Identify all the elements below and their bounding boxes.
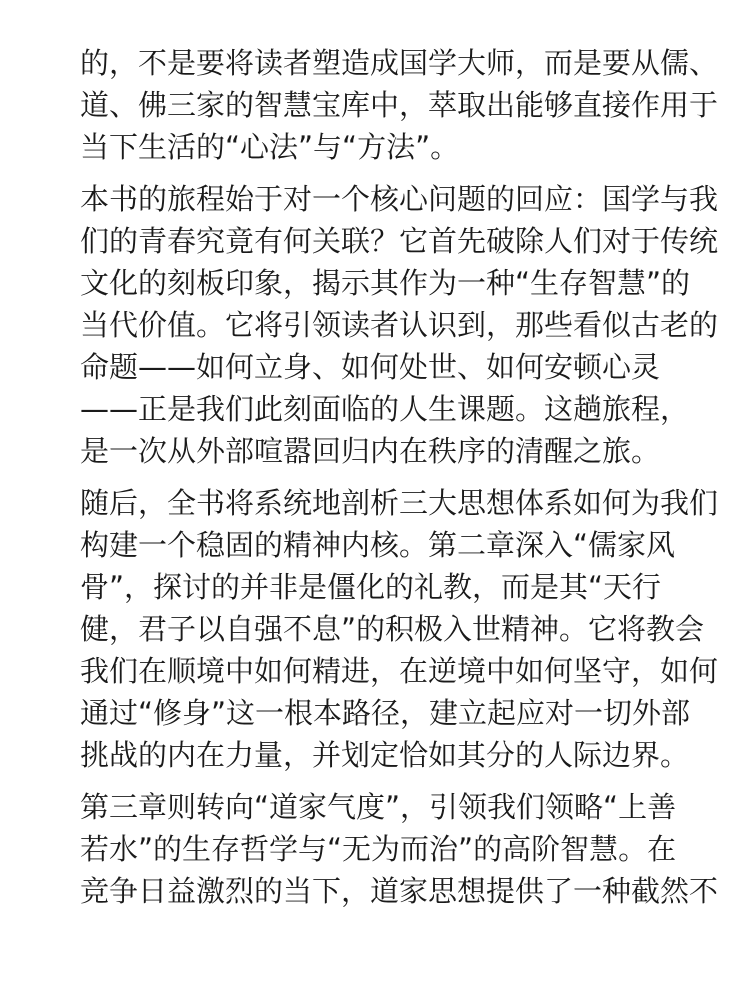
text-line: 健，君子以自强不息”的积极入世精神。它将教会	[80, 612, 705, 646]
text-line: ——正是我们此刻面临的人生课题。这趟旅程，	[80, 392, 690, 426]
text-line: 当下生活的“心法”与“方法”。	[80, 130, 460, 164]
text-line: 道、佛三家的智慧宝库中，萃取出能够直接作用于	[80, 88, 719, 122]
text-line: 挑战的内在力量，并划定恰如其分的人际边界。	[80, 738, 690, 772]
text-line: 竞争日益激烈的当下，道家思想提供了一种截然不	[80, 874, 719, 908]
text-line: 我们在顺境中如何精进，在逆境中如何坚守，如何	[80, 654, 719, 688]
text-line: 的，不是要将读者塑造成国学大师，而是要从儒、	[80, 46, 719, 80]
paragraph-4	[80, 786, 719, 912]
text-line: 命题——如何立身、如何处世、如何安顿心灵	[80, 350, 661, 384]
paragraph-1	[80, 42, 719, 168]
paragraph-2	[80, 178, 719, 472]
text-line: 是一次从外部喧嚣回归内在秩序的清醒之旅。	[80, 434, 661, 468]
text-line: 第三章则转向“道家气度”，引领我们领略“上善	[80, 790, 677, 824]
text-line: 骨”，探讨的并非是僵化的礼教，而是其“天行	[80, 570, 662, 604]
text-line: 本书的旅程始于对一个核心问题的回应：国学与我	[80, 182, 719, 216]
text-line: 文化的刻板印象，揭示其作为一种“生存智慧”的	[80, 266, 691, 300]
document-page	[80, 42, 719, 922]
text-line: 随后，全书将系统地剖析三大思想体系如何为我们	[80, 486, 719, 520]
text-line: 当代价值。它将引领读者认识到，那些看似古老的	[80, 308, 719, 342]
text-line: 通过“修身”这一根本路径，建立起应对一切外部	[80, 696, 691, 730]
text-line: 若水”的生存哲学与“无为而治”的高阶智慧。在	[80, 832, 677, 866]
paragraph-3	[80, 482, 719, 776]
text-line: 构建一个稳固的精神内核。第二章深入“儒家风	[80, 528, 676, 562]
text-line: 们的青春究竟有何关联？它首先破除人们对于传统	[80, 224, 719, 258]
